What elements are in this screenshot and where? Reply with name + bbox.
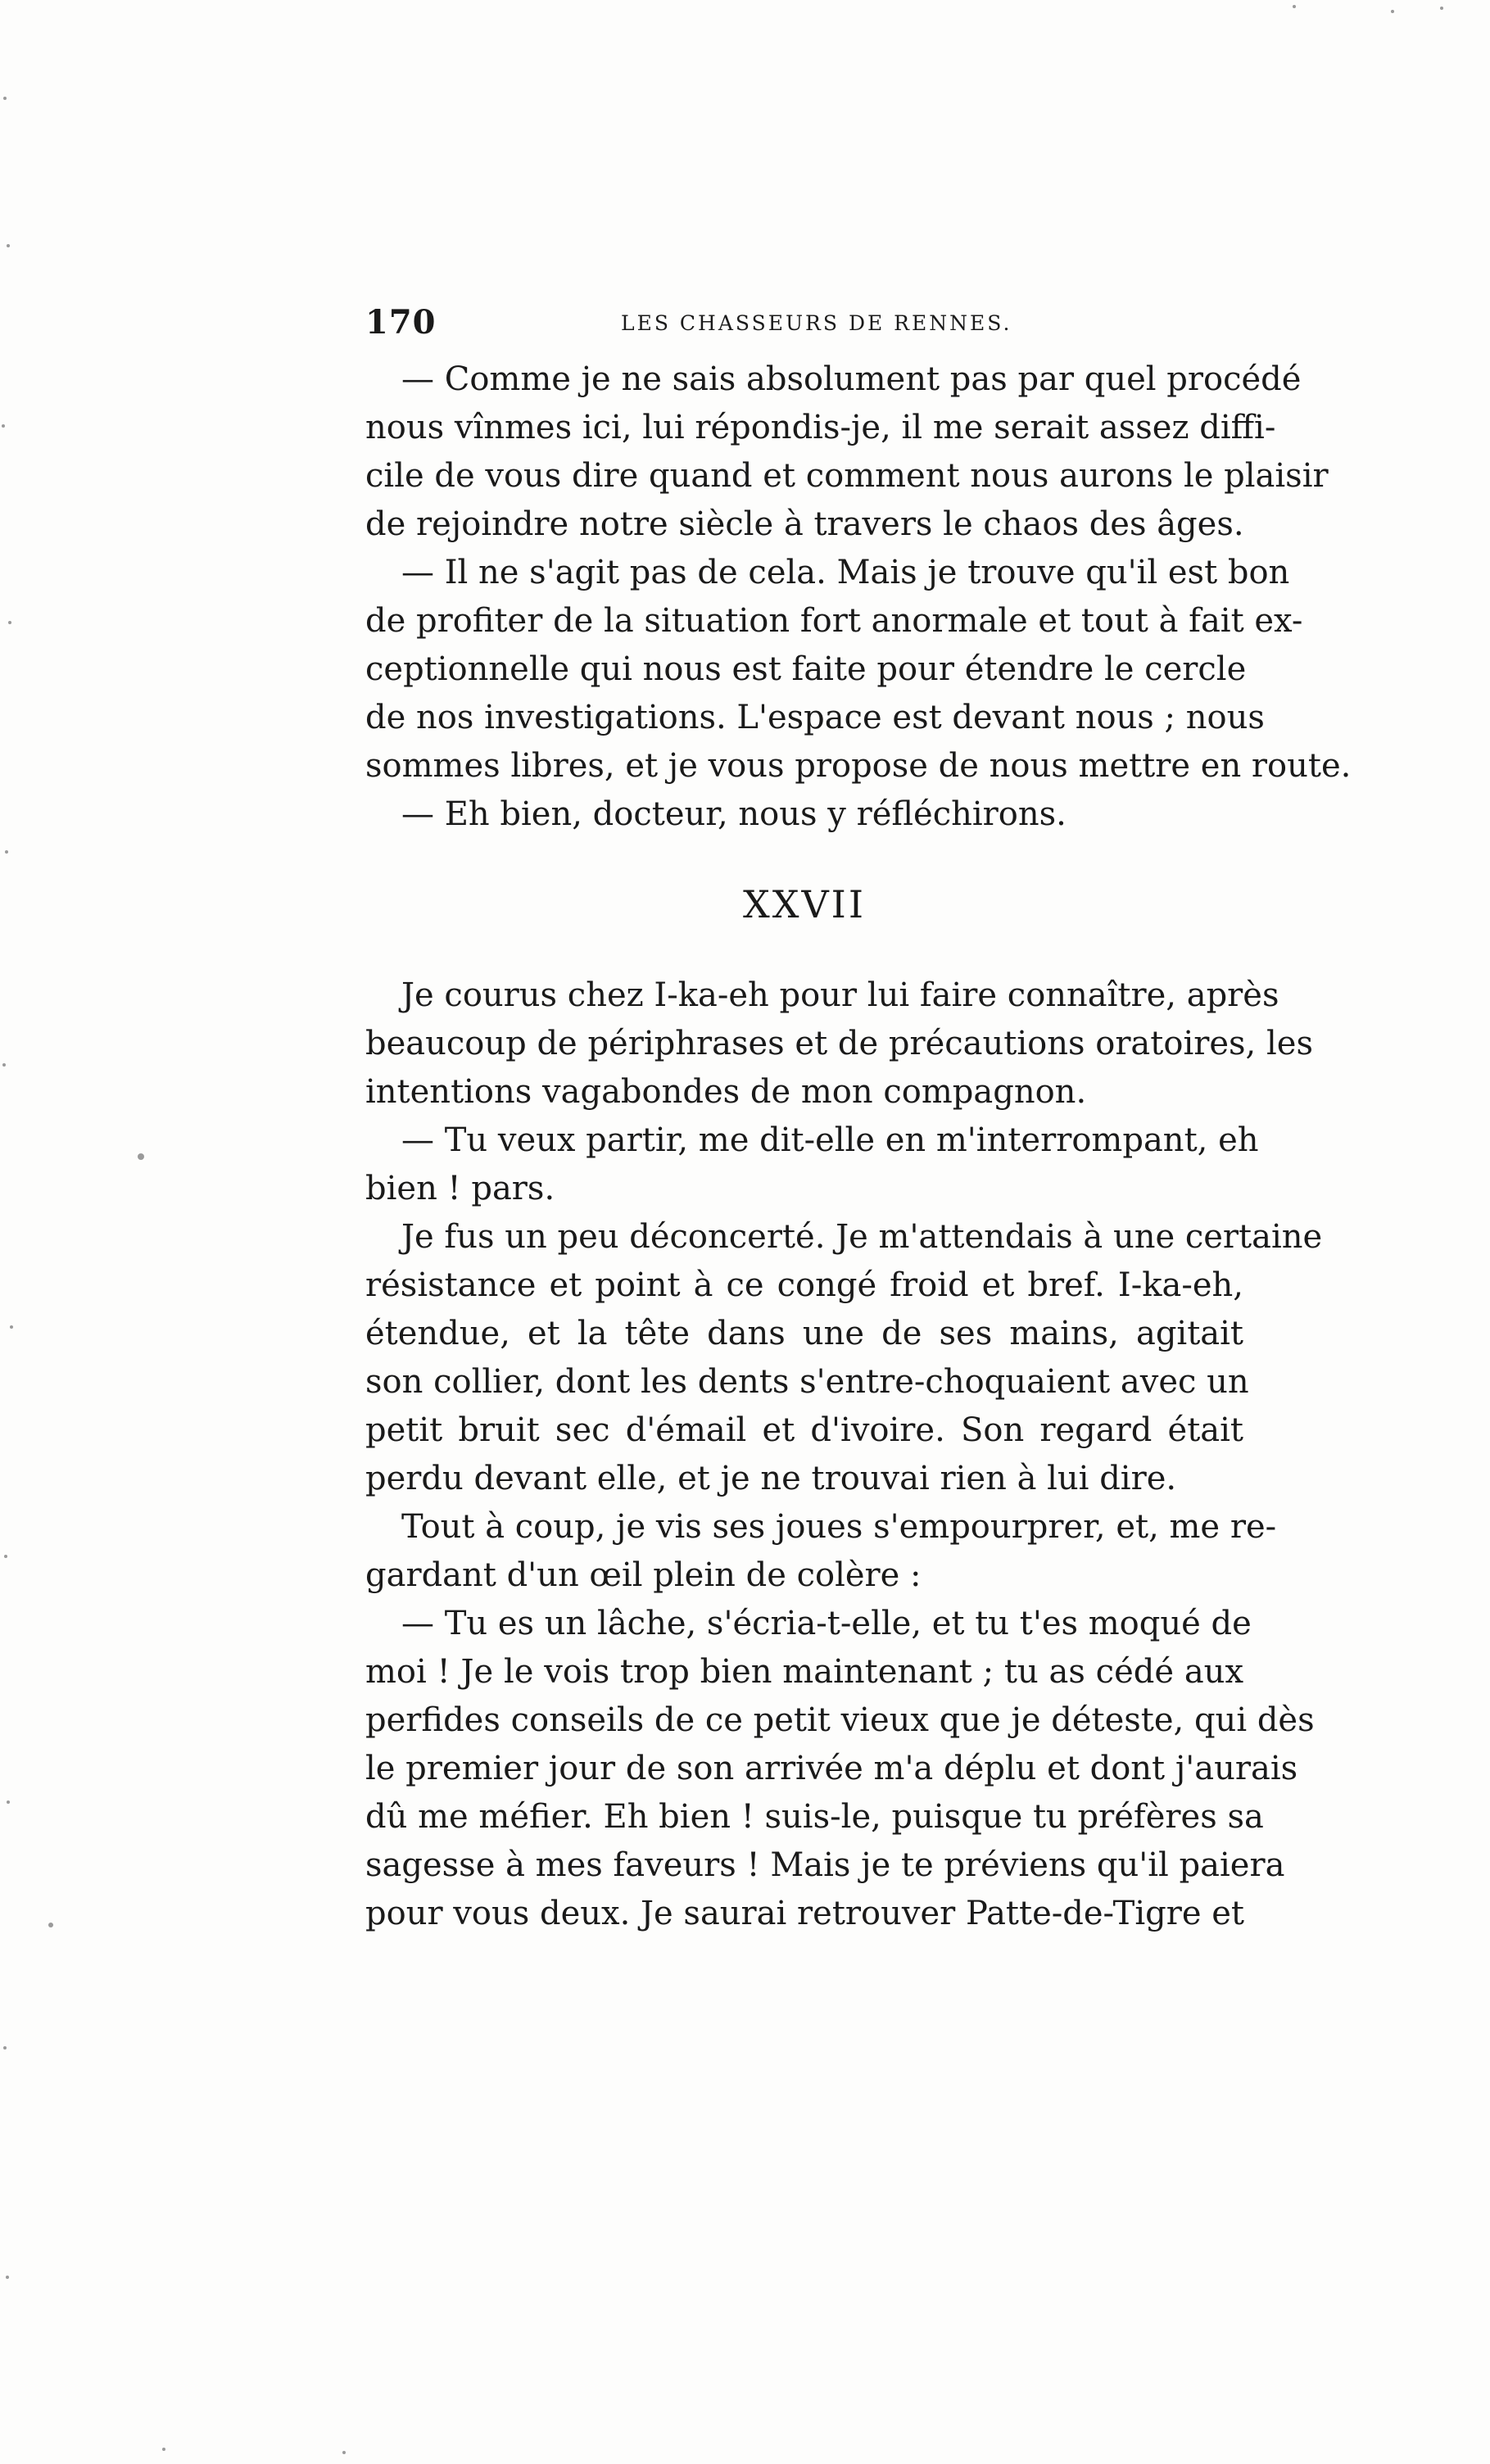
text-line: moi ! Je le vois trop bien maintenant ; tu as cédé aux <box>365 1653 1243 1691</box>
page-header <box>365 303 1243 346</box>
paragraph <box>365 972 1313 1116</box>
text-line: résistance et point à ce congé froid et bref. I-ka-eh, <box>365 1266 1243 1304</box>
text-line: — Il ne s'agit pas de cela. Mais je trouve qu'il est bon <box>401 554 1290 591</box>
text-line: perdu devant elle, et je ne trouvai rien à lui dire. <box>365 1460 1177 1497</box>
text-line: cile de vous dire quand et comment nous aurons le plaisir <box>365 457 1329 495</box>
text-line: Tout à coup, je vis ses joues s'empourprer, et, me re- <box>401 1508 1277 1546</box>
chapter-heading: XXVII <box>742 882 867 926</box>
body-text <box>365 356 1352 1938</box>
text-line: Je fus un peu déconcerté. Je m'attendais à une certaine <box>401 1218 1323 1256</box>
page-number: 170 <box>365 303 437 342</box>
running-head: LES CHASSEURS DE RENNES. <box>621 311 1012 335</box>
paragraph <box>365 790 1243 839</box>
text-line: de profiter de la situation fort anormale et tout à fait ex- <box>365 602 1303 640</box>
text-line: Je courus chez I-ka-eh pour lui faire connaître, après <box>401 976 1279 1014</box>
text-line: étendue, et la tête dans une de ses mains, agitait <box>365 1315 1243 1352</box>
paragraph <box>365 356 1329 549</box>
text-line: pour vous deux. Je saurai retrouver Patte-de-Tigre et <box>365 1895 1244 1932</box>
text-line: sommes libres, et je vous propose de nous mettre en route. <box>365 747 1352 785</box>
paragraph <box>365 1116 1259 1213</box>
text-line: — Tu es un lâche, s'écria-t-elle, et tu t'es moqué de <box>401 1605 1252 1642</box>
text-line: petit bruit sec d'émail et d'ivoire. Son regard était <box>365 1411 1243 1449</box>
paragraph <box>365 1213 1323 1503</box>
text-line: gardant d'un œil plein de colère : <box>365 1556 922 1594</box>
text-line: — Eh bien, docteur, nous y réfléchirons. <box>401 795 1067 833</box>
text-line: de rejoindre notre siècle à travers le chaos des âges. <box>365 505 1244 543</box>
text-line: intentions vagabondes de mon compagnon. <box>365 1073 1087 1111</box>
text-line: — Comme je ne sais absolument pas par quel procédé <box>401 360 1302 398</box>
text-line: perfides conseils de ce petit vieux que je déteste, qui dès <box>365 1701 1315 1739</box>
paragraph <box>365 1503 1277 1600</box>
text-line: de nos investigations. L'espace est devant nous ; nous <box>365 699 1265 736</box>
text-line: bien ! pars. <box>365 1170 555 1207</box>
paragraph <box>365 549 1352 790</box>
paragraph <box>365 1600 1315 1938</box>
text-line: — Tu veux partir, me dit-elle en m'interrompant, eh <box>401 1121 1259 1159</box>
text-line: le premier jour de son arrivée m'a déplu et dont j'aurais <box>365 1750 1298 1787</box>
text-line: son collier, dont les dents s'entre-choquaient avec un <box>365 1363 1249 1401</box>
text-line: nous vînmes ici, lui répondis-je, il me serait assez diffi- <box>365 409 1276 446</box>
text-line: beaucoup de périphrases et de précautions oratoires, les <box>365 1025 1313 1062</box>
text-line: dû me méfier. Eh bien ! suis-le, puisque tu préfères sa <box>365 1798 1264 1836</box>
text-line: sagesse à mes faveurs ! Mais je te préviens qu'il paiera <box>365 1846 1285 1884</box>
text-line: ceptionnelle qui nous est faite pour étendre le cercle <box>365 650 1247 688</box>
